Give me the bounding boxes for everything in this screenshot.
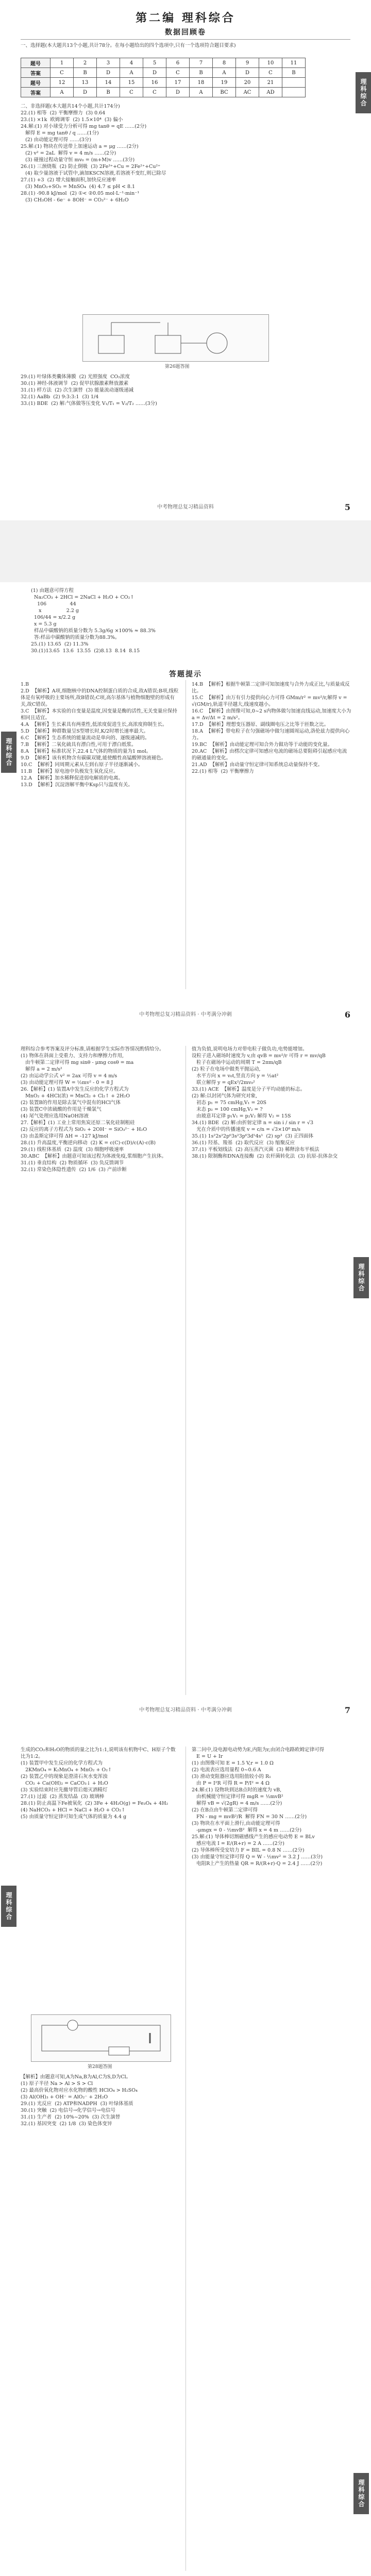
side-tab: 理科综合 bbox=[356, 72, 371, 113]
answer-sheet-page-4 bbox=[0, 1736, 371, 2576]
grid-cell: 4 bbox=[120, 58, 143, 68]
grid-cell: A bbox=[50, 88, 74, 97]
hints-title: 答题提示 bbox=[169, 670, 202, 679]
side-tab: 理科综合 bbox=[1, 1886, 16, 1927]
grid-cell: 13 bbox=[74, 78, 97, 88]
grid-cell: A bbox=[213, 68, 236, 78]
side-tab: 理科综合 bbox=[1, 732, 16, 773]
circuit-figure bbox=[31, 2014, 171, 2062]
column-divider bbox=[185, 1747, 186, 2571]
answer-sheet-page-2 bbox=[0, 582, 371, 1025]
grid-cell: 14 bbox=[97, 78, 120, 88]
footer-text: 中考物理总复习精品资料 · 中考满分冲刺 bbox=[139, 1012, 232, 1018]
grid-cell: 7 bbox=[190, 58, 213, 68]
grid-cell: B bbox=[282, 68, 306, 78]
grid-cell bbox=[282, 88, 306, 97]
grid-cell: 9 bbox=[236, 58, 259, 68]
grid-cell: D bbox=[166, 88, 190, 97]
solutions-right-column: 值为负值,说明电场力对带电粒子做负功,电势能增加。 设粒子进入磁场时速度为 v,由 qvB = mv²/r 可得 r = mv/qB 粒子在磁场中运动的周期 T = 2πm/qB (2) 粒子在电场中做类平抛运动, 水平方向 x = v₀t,竖直方向 y = ½at² 联立解得 y = qEx²/2mv₀² 33.(1) ACE 【解析】温度是分子平均动能的标志。 (2) 解:以封闭气体为研究对象, 初态 p₁ = 75 cmHg,V₁ = 20S 末态 p₂ = 100 cmHg,V₂ = ? 由玻意耳定律 p₁V₁ = p₂V₂ 解得 V₂ = 15S 34.(1) BDE (2) 解:由折射定律 n = sin i / sin r = √3 光在介质中的传播速度 v = c/n = √3×10⁸ m/s 35.(1) 1s²2s²2p⁶3s²3p⁶3d⁵4s¹ (2) sp³ (3) 正四面体 36.(1) 羟基、羧基 (2) 取代反应 (3) 缩聚反应 37.(1) 平板划线法 (2) 高压蒸汽灭菌 (3) 稀释涂布平板法 38.(1) 限制酶和DNA连接酶 (2) 农杆菌转化法 (3) 抗原-抗体杂交 bbox=[192, 1046, 338, 1159]
grid-row-label: 题号 bbox=[21, 78, 50, 88]
grid-cell: 20 bbox=[236, 78, 259, 88]
grid-cell: 21 bbox=[259, 78, 282, 88]
grid-cell: 8 bbox=[213, 58, 236, 68]
answer-grid bbox=[21, 58, 306, 97]
answer-text: 二、非选择题(本大题共14个小题,共计174分) 22.(1) 相等 (2) 平衡摩擦力 (3) 0.64 23.(1) ×1k 欧姆调零 (2) 1.5×10⁴ (3) 偏小 24.解:(1) 对小球受力分析可得 mg tanθ = qE ……(2分) 解得 E = mg tanθ / q ……(1分) (2) 由动能定理可得 ……(3分) 25.解:(1) 物块在传送带上加速运动 a = μg ……(2分) (2) v² = 2aL 解得 v = 4 m/s ……(2分) (3) 碰撞过程动量守恒 mv₀ = (m+M)v ……(3分) 26.(1) 三颈烧瓶 (2) 防止倒吸 (3) 2Fe³⁺+Cu = 2Fe²⁺+Cu²⁺ (4) 取少量溶液于试管中,滴加KSCN溶液,若溶液不变红,则已除尽 27.(1) +3 (2) 增大接触面积,加快反应速率 (3) MnO₂+SO₂ = MnSO₄ (4) 4.7 ≤ pH < 8.1 28.(1) -90.8 kJ/mol (2) ①< ②0.05 mol·L⁻¹·min⁻¹ (3) CH₃OH - 6e⁻ + 8OH⁻ = CO₃²⁻ + 6H₂O bbox=[21, 104, 166, 203]
footer-text: 中考物理总复习精品资料 · 中考满分冲刺 bbox=[139, 1707, 232, 1713]
grid-row-label: 题号 bbox=[21, 58, 50, 68]
section-title: 第二编 理科综合 bbox=[136, 11, 235, 25]
answer-grid-row bbox=[21, 78, 306, 88]
grid-cell: 19 bbox=[213, 78, 236, 88]
circuit-diagram-icon bbox=[31, 2015, 171, 2061]
grid-cell: A bbox=[120, 68, 143, 78]
grid-cell: AC bbox=[236, 88, 259, 97]
grid-cell: D bbox=[74, 88, 97, 97]
answer-grid-row bbox=[21, 88, 306, 97]
side-tab: 理科综合 bbox=[353, 1257, 369, 1298]
column-divider bbox=[185, 680, 186, 989]
answer-sheet-page-1 bbox=[0, 0, 371, 520]
page-number: 5 bbox=[344, 502, 350, 512]
page-gap bbox=[0, 520, 371, 582]
page-number: 7 bbox=[344, 1705, 350, 1715]
grid-cell: C bbox=[50, 68, 74, 78]
grid-cell: A bbox=[190, 88, 213, 97]
grid-cell: AD bbox=[259, 88, 282, 97]
grid-cell: 3 bbox=[97, 58, 120, 68]
solutions-left-column: 理科综合参考答案及评分标准,请根据学生实际作答情况酌情给分。 (1) 物体在斜面上受重力、支持力和摩擦力作用, 由牛顿第二定律可得 mg sinθ - μmg cosθ = ma 解得 a = 2 m/s² (2) 由运动学公式 v² = 2ax 可得 v = 4 m/s (3) 由动能定理可得 W = ½mv² - 0 = 8 J 26.【解析】(1) 装置A中发生反应的化学方程式为 MnO₂ + 4HCl(浓) = MnCl₂ + Cl₂↑ + 2H₂O (2) 装置B的作用是除去氯气中混有的HCl气体 (3) 装置C中浓硫酸的作用是干燥氯气 (4) 尾气处理应选用NaOH溶液 27.【解析】(1) 工业上常用焦炭还原二氧化硅制粗硅 (2) 反应的离子方程式为 SiO₂ + 2OH⁻ = SiO₃²⁻ + H₂O (3) 由盖斯定律可得 ΔH = -127 kJ/mol 28.(1) 升高温度,平衡逆向移动 (2) K = c(C)·c(D)/c(A)·c(B) 29.(1) 线粒体基质 (2) 温度 (3) 细胞呼吸速率 30.ABC 【解析】由题意可知该过程为体液免疫,浆细胞产生抗体。 31.(1) 垂直结构 (2) 物质循环 (3) 负反馈调节 32.(1) 常染色体隐性遗传 (2) 1/6 (3) 产前诊断 bbox=[21, 1046, 166, 1173]
figure-caption: 第28题答图 bbox=[88, 2064, 112, 2070]
grid-cell bbox=[282, 78, 306, 88]
section-subtitle: 数据回顾卷 bbox=[165, 28, 206, 37]
grid-cell: C bbox=[120, 88, 143, 97]
grid-cell: 2 bbox=[74, 58, 97, 68]
grid-cell: B bbox=[74, 68, 97, 78]
grid-cell: 15 bbox=[120, 78, 143, 88]
side-tab-bottom: 理科综合 bbox=[353, 2473, 369, 2514]
apparatus-diagram-icon bbox=[83, 315, 268, 361]
answer-text-continued: 29.(1) 叶绿体类囊体薄膜 (2) 光照强度 CO₂浓度 30.(1) 神经-体液调节 (2) 促甲状腺激素释放激素 31.(1) 样方法 (2) 次生演替 (3) 能量流动逐级递减 32.(1) AaBb (2) 9:3:3:1 (3) 1/4 33.(1) BDE (2) 解:气体做等压变化 V₁/T₁ = V₂/T₂ ……(3分) bbox=[21, 374, 157, 406]
calculation-block: (1) 由题意可得方程 Na₂CO₃ + 2HCl = 2NaCl + H₂O + CO₂↑ 106 44 x 2.2 g 106/44 = x/2.2 g x = 5.3 g 样品中碳酸钠的质量分数为 5.3g/6g ×100% ≈ 88.3% 答:样品中碳酸钠的质量分数为88.3%。 25.(1) 13.65 (2) 11.3% 30.(1)13.65 13.6 13.55 (2)8.13 8.14 8.15 bbox=[31, 588, 156, 654]
hints-left-column: 1.B 2.D 【解析】A项,细胞核中的DNA控制蛋白质的合成,故A错误;B项,线粒体是有氧呼吸的主要场所,故B错误;C项,高尔基体与植物细胞壁的形成有关,故C错误。 3.C 【解析】本实验的自变量是温度,因变量是酶的活性,无关变量应保持相同且适宜。 4.A 【解析】生长素具有两重性,低浓度促进生长,高浓度抑制生长。 5.D 【解析】种群数量呈S型增长时,K/2时增长速率最大。 6.C 【解析】生态系统的能量流动是单向的、逐级递减的。 7.B 【解析】二氧化硫具有漂白性,可用于漂白纸浆。 8.A 【解析】标准状况下,22.4 L气体的物质的量为1 mol。 9.D 【解析】该有机物含有碳碳双键,能使酸性高锰酸钾溶液褪色。 10.C 【解析】同周期元素从左到右原子半径逐渐减小。 11.B 【解析】原电池中负极发生氧化反应。 12.A 【解析】加水稀释促进弱电解质的电离。 13.D 【解析】沉淀溶解平衡中Ksp只与温度有关。 bbox=[21, 682, 179, 788]
grid-cell: C bbox=[259, 68, 282, 78]
grid-cell: BC bbox=[213, 88, 236, 97]
figure-caption: 第26题答图 bbox=[165, 364, 190, 369]
footer-text: 中考物理总复习精品资料 bbox=[157, 504, 214, 510]
grid-cell: 1 bbox=[50, 58, 74, 68]
grid-cell: 5 bbox=[143, 58, 166, 68]
grid-cell: 12 bbox=[50, 78, 74, 88]
grid-cell: D bbox=[236, 68, 259, 78]
grid-cell: C bbox=[143, 88, 166, 97]
grid-cell: D bbox=[143, 68, 166, 78]
grid-cell: 17 bbox=[166, 78, 190, 88]
grid-row-label: 答案 bbox=[21, 88, 50, 97]
grid-cell: 11 bbox=[282, 58, 306, 68]
solutions-right-column: 第二问中,设电源电动势为E,内阻为r,由闭合电路欧姆定律可得 E = U + Ir (1) 由图像可知 E = 1.5 V,r = 1.0 Ω (2) 电流表应选用量程 0~0.6 A (3) 滑动变阻器应选用阻值较小的 R₁ 由 P = I²R 可得 R = P/I² = 4 Ω 24.解:(1) 设物块到达B点时的速度为 vB, 由机械能守恒定律可得 mgR = ½mvB² 解得 vB = √(2gR) = 4 m/s ……(2分) (2) 在B点由牛顿第二定律可得 FN - mg = mvB²/R 解得 FN = 30 N ……(2分) (3) 物块在水平面上滑行,由动能定理可得 -μmgx = 0 - ½mvB² 解得 x = 4 m ……(2分) 25.解:(1) 导体棒切割磁感线产生的感应电动势 E = BLv 感应电流 I = E/(R+r) = 2 A ……(2分) (2) 导体棒所受安培力 F = BIL = 0.8 N ……(2分) (3) 由能量守恒定律可得 Q = W - ½mv² = 3.2 J ……(3分) 电阻R上产生的热量 QR = R/(R+r)·Q = 2.4 J ……(2分) bbox=[192, 1747, 324, 1867]
answer-grid-row bbox=[21, 68, 306, 78]
grid-row-label: 答案 bbox=[21, 68, 50, 78]
grid-cell: D bbox=[97, 68, 120, 78]
solutions-left-column: 生成的CO₂和H₂O的物质的量之比为1:1,说明该有机物中C、H原子个数比为1:2。 (1) 装置甲中发生反应的化学方程式为 2KMnO₄ = K₂MnO₄ + MnO₂ + O₂↑ (2) 装置乙中的现象是澄清石灰水变浑浊 CO₂ + Ca(OH)₂ = CaCO₃↓ + H₂O (3) 实验结束时应先撤导管后熄灭酒精灯 27.(1) 过滤 (2) 蒸发结晶 (3) 玻璃棒 28.(1) 防止高温下Fe被氧化 (2) 3Fe + 4H₂O(g) = Fe₃O₄ + 4H₂ (4) NaHCO₃ + HCl = NaCl + H₂O + CO₂↑ (5) 由质量守恒定律可知生成气体的质量为 4.4 g bbox=[21, 1747, 176, 1820]
hints-right-column: 14.B 【解析】根据牛顿第二定律可知加速度与合外力成正比,与质量成反比。 15.C 【解析】由万有引力提供向心力可得 GMm/r² = mv²/r,解得 v = √(GM/r),轨道半径越大,线速度越小。 16.C 【解析】由图像可知,0~2 s内物体做匀加速直线运动,加速度大小为 a = Δv/Δt = 2 m/s²。 17.D 【解析】理想变压器原、副线圈电压之比等于匝数之比。 18.A 【解析】带电粒子在匀强磁场中做匀速圆周运动,洛伦兹力提供向心力。 19.BC 【解析】由动能定理可知合外力做功等于动能的变化量。 20.AC 【解析】由楞次定律可知感应电流的磁场总要阻碍引起感应电流的磁通量的变化。 21.AD 【解析】由动量守恒定律可知系统总动量保持不变。 22.(1) 相等 (2) 平衡摩擦力 bbox=[192, 682, 351, 774]
divider bbox=[21, 39, 350, 40]
grid-cell: 6 bbox=[166, 58, 190, 68]
experiment-figure bbox=[82, 314, 269, 362]
answer-sheet-page-3 bbox=[0, 1036, 371, 1726]
grid-cell: C bbox=[166, 68, 190, 78]
grid-cell: B bbox=[190, 68, 213, 78]
grid-cell: B bbox=[97, 88, 120, 97]
page-number: 6 bbox=[344, 1010, 350, 1020]
answer-grid-row bbox=[21, 58, 306, 68]
grid-cell: 16 bbox=[143, 78, 166, 88]
choice-instructions: 一、选择题(本大题共13个小题,共计78分。在每小题给出的四个选项中,只有一个选项符合题目要求) bbox=[21, 43, 236, 48]
grid-cell: 10 bbox=[259, 58, 282, 68]
column-divider bbox=[185, 1046, 186, 1695]
grid-cell: 18 bbox=[190, 78, 213, 88]
solutions-left-column-continued: 【解析】由题意可知,A为Na,B为Al,C为S,D为Cl。 (1) 原子半径 Na > Al > S > Cl (2) 最高价氧化物对应水化物的酸性 HClO₄ > H₂SO₄ (3) Al(OH)₃ + OH⁻ = AlO₂⁻ + 2H₂O 29.(1) 光反应 (2) ATP和NADPH (3) 叶绿体基质 30.(1) 突触 (2) 电信号→化学信号→电信号 31.(1) 生产者 (2) 10%~20% (3) 次生演替 32.(1) 基因突变 (2) 1/8 (3) 染色体变异 bbox=[21, 2074, 138, 2127]
